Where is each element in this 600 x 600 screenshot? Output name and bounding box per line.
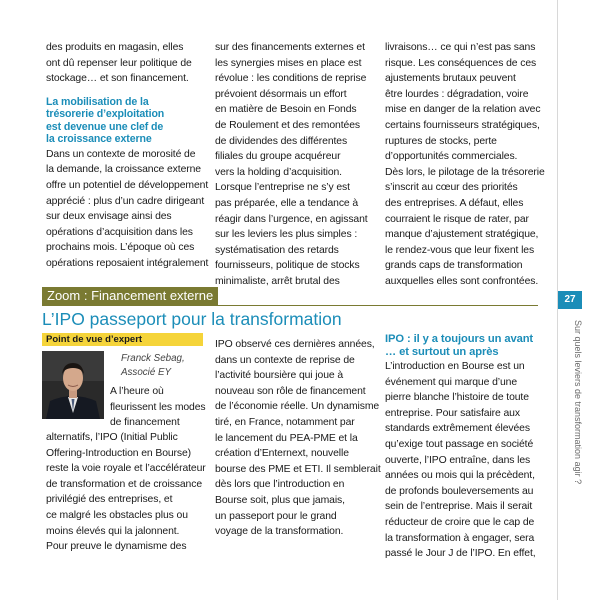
text-line: minimaliste, arrêt brutal des — [215, 275, 340, 287]
text-line: de transformation et de croissance — [46, 478, 203, 490]
text-line: réducteur de croire que le cap de — [385, 516, 535, 528]
text-line: Offering-Introduction en Bourse) — [46, 447, 192, 459]
text-line: l’activité boursière qui joue à — [215, 370, 344, 382]
text-line: en matière de Besoin en Fonds — [215, 104, 357, 116]
text-line: sur des financements externes et — [215, 42, 365, 53]
text-line: Bourse soit, plus que jamais, — [215, 494, 345, 506]
text-line: être lourdes : dégradation, voire — [385, 88, 529, 100]
text-line: s’inscrit au cœur des priorités — [385, 182, 518, 194]
text-line: entreprise. Pour satisfaire aux — [385, 407, 520, 419]
text-line: moins élevés qui la jalonnent. — [46, 525, 180, 537]
text-line: systématisation des retards — [215, 244, 339, 256]
text-line: apprécié : plus d’un cadre dirigeant — [46, 195, 205, 207]
zoom-banner: Zoom : Financement externe — [42, 287, 218, 305]
text-line: sur deux envisage ainsi des — [46, 211, 172, 223]
text-line: ce malgré les obstacles plus ou — [46, 509, 188, 521]
text-line: dans un contexte de reprise de — [215, 354, 355, 366]
expert-caption — [121, 352, 185, 379]
text-line: passé le Jour J de l’IPO. En effet, — [385, 548, 536, 560]
text-line: dès lors que l’introduction en — [215, 479, 345, 491]
text-line: pierre blanche l’histoire de toute — [385, 392, 529, 404]
text-line: nouveau son rôle de financement — [215, 385, 366, 397]
text-line: ajustements brutaux peuvent — [385, 73, 516, 85]
portrait-illustration — [42, 351, 104, 419]
text-line: A l’heure où — [110, 386, 164, 397]
heading-line: trésorerie d’exploitation — [46, 108, 165, 121]
text-line: voyage de la transformation. — [215, 526, 344, 538]
text-line: la demande, la croissance externe — [46, 164, 201, 176]
top-col1-intro — [46, 40, 208, 87]
expert-name: Franck Sebag, — [121, 353, 185, 364]
zoom-column-3 — [385, 333, 536, 562]
text-line: la transformation à engager, sera — [385, 532, 535, 544]
text-line: le lancement du PEA-PME et la — [215, 432, 358, 444]
text-line: le rendez-vous que leur fixent les — [385, 244, 535, 256]
text-line: courraient le risque de rater, par — [385, 213, 529, 225]
heading-line: … et surtout un après — [385, 346, 499, 358]
text-line: sein de l’entreprise. Mais il serait — [385, 501, 533, 513]
text-line: pas préparée, elle a tendance à — [215, 197, 359, 209]
text-line: offre un potentiel de développement — [46, 179, 209, 191]
top-column-3 — [385, 40, 545, 290]
text-line: reste la voie royale et l’accélérateur — [46, 463, 206, 475]
text-line: standards extrêmement élevées — [385, 423, 530, 435]
text-line: tiré, en France, notamment par — [215, 416, 355, 428]
text-line: de dividendes des différentes — [215, 135, 348, 147]
zoom-col1-indented — [110, 384, 206, 431]
text-line: L’introduction en Bourse est un — [385, 361, 525, 372]
text-line: événement qui marque d’une — [385, 376, 517, 388]
text-line: privilégié des entreprises, et — [46, 494, 173, 506]
text-line: des entreprises. A défaut, elles — [385, 197, 524, 209]
text-line: réagir dans l’urgence, en agissant — [215, 213, 368, 225]
vertical-section-title: Sur quels leviers de transformation agir ? — [573, 320, 583, 485]
text-line: IPO observé ces dernières années, — [215, 339, 375, 350]
top-col1-body — [46, 147, 208, 272]
text-line: sur les leviers les plus simples : — [215, 229, 358, 241]
heading-line: La mobilisation de la — [46, 95, 149, 108]
text-line: Dans un contexte de morosité de — [46, 148, 196, 160]
text-line: prochains mois. L’époque où ces — [46, 242, 195, 254]
text-line: de l’économie réelle. Un dynamisme — [215, 401, 380, 413]
text-line: prévoient désormais un effort — [215, 88, 347, 100]
text-line: les synergies mises en place est — [215, 57, 362, 69]
top-column-1 — [46, 40, 208, 272]
text-line: qu’exige tout passage en société — [385, 438, 534, 450]
text-line: de profonds bouleversements au — [385, 485, 534, 497]
zoom-column-2 — [215, 337, 381, 540]
section-heading-tresorerie — [46, 96, 208, 146]
text-line: auxquelles elles sont confrontées. — [385, 275, 539, 287]
text-line: ont dû repenser leur politique de — [46, 57, 192, 69]
section-heading-ipo — [385, 333, 536, 359]
text-line: révolue : les conditions de reprise — [215, 73, 367, 85]
text-line: bourse des PME et ETI. Il semblerait — [215, 463, 381, 475]
text-line: Lorsque l’entreprise ne s’y est — [215, 182, 350, 194]
text-line: un passeport pour le grand — [215, 510, 337, 522]
expert-role: Associé EY — [121, 366, 172, 378]
heading-line: IPO : il y a toujours un avant — [385, 333, 534, 345]
text-line: fournisseurs, politique de stocks — [215, 260, 360, 272]
article-title: L’IPO passeport pour la transformation — [42, 309, 342, 329]
text-line: ruptures de stocks, perte — [385, 135, 497, 147]
text-line: stockage… et son financement. — [46, 73, 189, 85]
heading-line: est devenue une clef de — [46, 120, 164, 133]
text-line: opérations d’acquisition dans les — [46, 226, 193, 238]
text-line: fleurissent les modes — [110, 401, 206, 413]
text-line: Pour preuve le dynamisme des — [46, 541, 187, 553]
text-line: de Roulement et des remontées — [215, 119, 360, 131]
text-line: opérations reposaient intégralement — [46, 257, 209, 269]
text-line: années ou mois qui la précèdent, — [385, 470, 535, 482]
text-line: des produits en magasin, elles — [46, 42, 184, 53]
text-line: livraisons… ce qui n’est pas sans — [385, 42, 536, 53]
expert-badge: Point de vue d’expert — [42, 333, 203, 346]
text-line: vers la holding d’acquisition. — [215, 166, 342, 178]
zoom-column-1 — [46, 430, 206, 555]
text-line: certains fournisseurs stratégiques, — [385, 119, 540, 131]
text-line: filiales du groupe acquéreur — [215, 151, 341, 163]
top-column-2 — [215, 40, 368, 290]
text-line: ouverte, l’IPO entraîne, dans les — [385, 454, 531, 466]
zoom-col3-body — [385, 359, 536, 562]
page-number: 27 — [558, 291, 582, 309]
heading-line: la croissance externe — [46, 133, 152, 146]
text-line: Dès lors, le pilotage de la trésorerie — [385, 166, 545, 178]
zoom-divider — [42, 305, 538, 306]
text-line: grands caps de transformation — [385, 260, 523, 272]
text-line: alternatifs, l’IPO (Initial Public — [46, 432, 178, 443]
text-line: création d’Enternext, nouvelle — [215, 448, 349, 460]
text-line: risque. Les conséquences de ces — [385, 57, 537, 69]
text-line: de financement — [110, 417, 180, 429]
text-line: manque d’ajustement stratégique, — [385, 229, 539, 241]
text-line: d’opportunités commerciales. — [385, 151, 518, 163]
text-line: mise en danger de la relation avec — [385, 104, 541, 116]
expert-portrait-photo — [42, 351, 104, 419]
